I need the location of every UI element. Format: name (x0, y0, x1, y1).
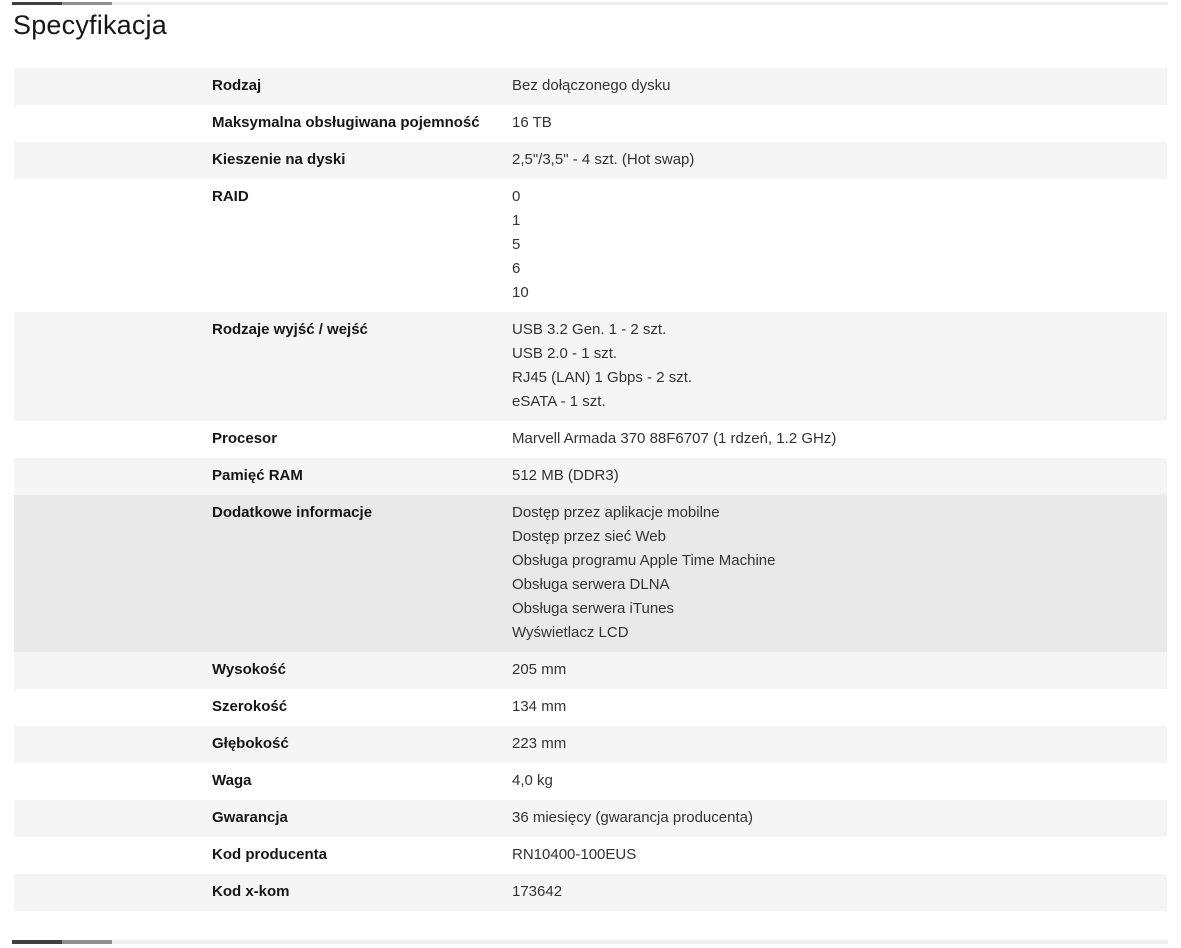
spec-row (14, 800, 1167, 837)
spec-row-value (512, 464, 1167, 488)
spec-row-value (512, 806, 1167, 830)
spec-row-label: Kod x-kom (212, 883, 290, 900)
spec-value-line: 134 mm (512, 698, 567, 715)
spec-row (14, 726, 1167, 763)
spec-value-line: Wyświetlacz LCD (512, 624, 629, 641)
spec-row-label: Szerokość (212, 698, 288, 715)
spec-row-label: Głębokość (212, 735, 289, 752)
spec-row-label: Waga (212, 772, 252, 789)
spec-value-line: Obsługa serwera DLNA (512, 576, 670, 593)
spec-value-line: USB 2.0 - 1 szt. (512, 345, 618, 362)
spec-row (14, 105, 1167, 142)
spec-row (14, 142, 1167, 179)
spec-row (14, 652, 1167, 689)
spec-row-label: Wysokość (212, 661, 286, 678)
spec-value-line: RJ45 (LAN) 1 Gbps - 2 szt. (512, 369, 693, 386)
spec-value-line: 36 miesięcy (gwarancja producenta) (512, 809, 753, 826)
spec-row (14, 495, 1167, 652)
spec-value-line: 6 (512, 260, 521, 277)
page-title: Specyfikacja (13, 10, 167, 40)
spec-row-value (512, 769, 1167, 793)
spec-row-label: Rodzaje wyjść / wejść (212, 321, 368, 338)
spec-row-value (512, 501, 1167, 645)
spec-value-line: 0 (512, 188, 521, 205)
top-scroll-indicator (12, 2, 1168, 5)
scroll-thumb-dark-icon (12, 2, 62, 5)
spec-value-line: 16 TB (512, 114, 552, 131)
scroll-thumb-gray-icon (62, 940, 112, 944)
spec-row-label: Gwarancja (212, 809, 288, 826)
spec-value-line: 10 (512, 284, 529, 301)
spec-value-line: 5 (512, 236, 521, 253)
scroll-thumb-gray-icon (62, 2, 112, 5)
spec-row (14, 421, 1167, 458)
spec-row (14, 458, 1167, 495)
spec-value-line: eSATA - 1 szt. (512, 393, 606, 410)
spec-row (14, 68, 1167, 105)
spec-value-line: 223 mm (512, 735, 567, 752)
spec-row (14, 874, 1167, 911)
spec-value-line: 205 mm (512, 661, 567, 678)
scroll-thumb-dark-icon (12, 940, 62, 944)
spec-row-value (512, 843, 1167, 867)
spec-row-label: Procesor (212, 430, 278, 447)
spec-value-line: 4,0 kg (512, 772, 553, 789)
spec-row-value (512, 148, 1167, 172)
spec-row-value (512, 695, 1167, 719)
spec-value-line: 512 MB (DDR3) (512, 467, 619, 484)
spec-value-line: 173642 (512, 883, 563, 900)
spec-row-label: RAID (212, 188, 249, 205)
spec-row-value (512, 74, 1167, 98)
spec-value-line: Bez dołączonego dysku (512, 77, 671, 94)
spec-row-label: Dodatkowe informacje (212, 504, 373, 521)
spec-row (14, 763, 1167, 800)
spec-value-line: Obsługa programu Apple Time Machine (512, 552, 776, 569)
spec-value-line: USB 3.2 Gen. 1 - 2 szt. (512, 321, 667, 338)
spec-value-line: 1 (512, 212, 521, 229)
spec-row-value (512, 880, 1167, 904)
spec-value-line: RN10400-100EUS (512, 846, 637, 863)
spec-row (14, 312, 1167, 421)
spec-table (14, 68, 1167, 911)
spec-value-line: Obsługa serwera iTunes (512, 600, 675, 617)
spec-row-label: Maksymalna obsługiwana pojemność (212, 114, 480, 131)
bottom-scroll-indicator (12, 940, 1168, 944)
spec-row (14, 179, 1167, 312)
spec-row-value (512, 427, 1167, 451)
spec-row-value (512, 732, 1167, 756)
spec-value-line: Dostęp przez aplikacje mobilne (512, 504, 720, 521)
spec-row-value (512, 658, 1167, 682)
spec-row (14, 689, 1167, 726)
spec-row-label: Kieszenie na dyski (212, 151, 346, 168)
spec-row-value (512, 185, 1167, 305)
spec-row-label: Rodzaj (212, 77, 262, 94)
spec-row-label: Kod producenta (212, 846, 327, 863)
spec-value-line: Dostęp przez sieć Web (512, 528, 666, 545)
spec-row (14, 837, 1167, 874)
spec-row-label: Pamięć RAM (212, 467, 303, 484)
spec-value-line: 2,5"/3,5" - 4 szt. (Hot swap) (512, 151, 695, 168)
spec-value-line: Marvell Armada 370 88F6707 (1 rdzeń, 1.2 GHz) (512, 430, 837, 447)
spec-row-value (512, 318, 1167, 414)
spec-row-value (512, 111, 1167, 135)
